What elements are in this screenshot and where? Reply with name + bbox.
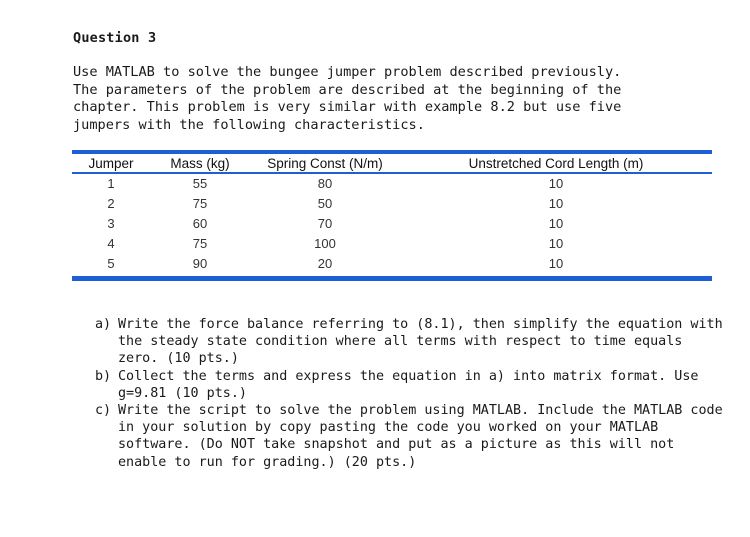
task-label: a): [95, 317, 112, 332]
cell-spring-const: 70: [317, 216, 333, 231]
cell-mass: 55: [192, 176, 208, 191]
cell-cord-length: 10: [548, 176, 564, 191]
cell-jumper: 5: [107, 256, 115, 271]
cell-spring-const: 80: [317, 176, 333, 191]
table-row: [72, 214, 712, 234]
cell-cord-length: 10: [548, 236, 564, 251]
cell-spring-const: 20: [317, 256, 333, 271]
table-row: [72, 194, 712, 214]
table-header-row: [72, 154, 712, 172]
header-cord-length: Unstretched Cord Length (m): [468, 156, 644, 171]
cell-mass: 75: [192, 236, 208, 251]
table-bottom-rule: [72, 276, 712, 281]
cell-jumper: 2: [107, 196, 115, 211]
table-row: [72, 254, 712, 274]
cell-cord-length: 10: [548, 256, 564, 271]
task-list: [95, 316, 725, 471]
task-item-b: [95, 368, 725, 402]
task-text: Write the force balance referring to (8.1), then simplify the equation with the steady state condition where all terms with respect to time equals zero. (10 pts.): [118, 317, 723, 367]
cell-cord-length: 10: [548, 216, 564, 231]
task-label: c): [95, 403, 112, 419]
cell-jumper: 3: [107, 216, 115, 231]
question-title: Question 3: [73, 30, 157, 46]
header-mass: Mass (kg): [170, 156, 230, 171]
task-label: b): [95, 368, 112, 384]
table-row: [72, 174, 712, 194]
task-item-a: [95, 316, 725, 368]
task-item-c: [95, 402, 725, 471]
cell-mass: 75: [192, 196, 208, 211]
question-intro: Use MATLAB to solve the bungee jumper problem described previously. The parameters of the problem are described at the beginning of the chapter. This problem is very similar with example 8.2 but use five jumpers with the following characteristics.: [73, 64, 622, 133]
cell-spring-const: 100: [314, 236, 336, 251]
jumper-table: [72, 150, 712, 281]
header-jumper: Jumper: [88, 156, 134, 171]
task-text: Write the script to solve the problem using MATLAB. Include the MATLAB code in your solution by copy pasting the code you worked on your MATLAB software. (Do NOT take snapshot and put as a picture as this will not enable to run for grading.) (20 pts.): [118, 403, 723, 470]
header-spring-const: Spring Const (N/m): [267, 156, 383, 171]
cell-jumper: 4: [107, 236, 115, 251]
cell-jumper: 1: [107, 176, 115, 191]
cell-mass: 90: [192, 256, 208, 271]
cell-spring-const: 50: [317, 196, 333, 211]
cell-mass: 60: [192, 216, 208, 231]
table-row: [72, 234, 712, 254]
cell-cord-length: 10: [548, 196, 564, 211]
task-text: Collect the terms and express the equation in a) into matrix format. Use g=9.81 (10 pts.): [118, 368, 699, 401]
